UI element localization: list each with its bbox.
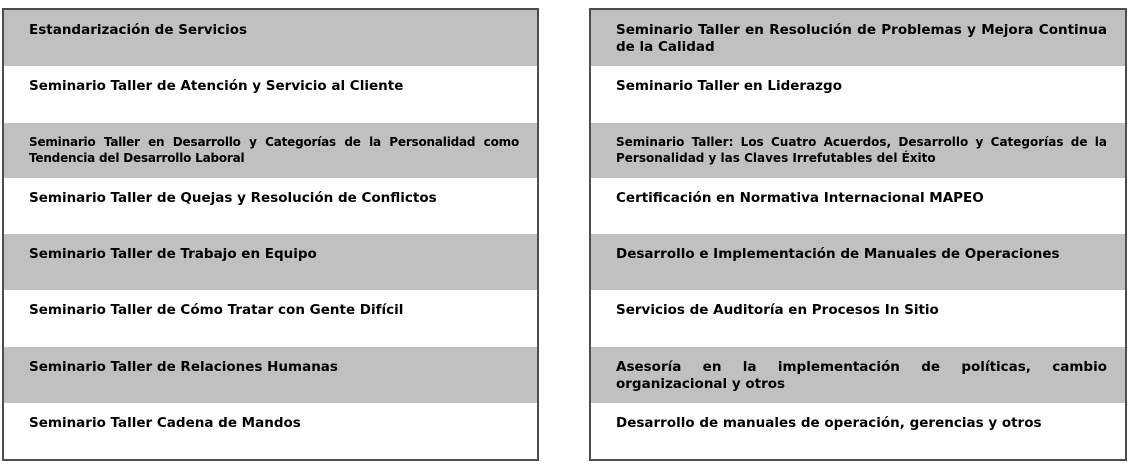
service-label: Seminario Taller de Quejas y Resolución de Conflictos xyxy=(29,189,437,206)
service-row xyxy=(591,234,1125,290)
service-row xyxy=(591,10,1125,66)
service-row xyxy=(591,347,1125,403)
service-label: Desarrollo e Implementación de Manuales de Operaciones xyxy=(616,246,1060,262)
service-label: Seminario Taller: Los Cuatro Acuerdos, Desarrollo y Categorías de la Personalidad y las Claves Irrefutables del Éxito xyxy=(616,134,1107,165)
service-row xyxy=(4,10,537,66)
service-label: Seminario Taller de Trabajo en Equipo xyxy=(29,246,317,262)
service-label: Seminario Taller Cadena de Mandos xyxy=(29,414,301,431)
service-row xyxy=(4,347,537,403)
service-row xyxy=(4,234,537,290)
service-label: Seminario Taller de Cómo Tratar con Gente Difícil xyxy=(29,302,404,319)
service-label: Seminario Taller en Desarrollo y Categorías de la Personalidad como Tendencia del Desarrollo Laboral xyxy=(29,134,519,165)
service-row xyxy=(591,123,1125,178)
service-label: Seminario Taller en Liderazgo xyxy=(616,78,842,95)
service-label: Servicios de Auditoría en Procesos In Sitio xyxy=(616,302,939,319)
service-label: Seminario Taller de Relaciones Humanas xyxy=(29,358,338,375)
service-label: Certificación en Normativa Internacional MAPEO xyxy=(616,189,984,206)
service-label: Desarrollo de manuales de operación, gerencias y otros xyxy=(616,414,1042,431)
service-label: Seminario Taller de Atención y Servicio al Cliente xyxy=(29,78,404,95)
service-row xyxy=(4,403,537,459)
service-row xyxy=(4,66,537,122)
service-label: Asesoría en la implementación de políticas, cambio organizacional y otros xyxy=(616,358,1107,392)
service-row xyxy=(591,290,1125,346)
service-label: Estandarización de Servicios xyxy=(29,22,248,38)
consulting-services-table xyxy=(589,8,1127,461)
service-row xyxy=(4,178,537,234)
service-row xyxy=(4,290,537,346)
service-row xyxy=(4,123,537,178)
service-row xyxy=(591,403,1125,459)
service-label: Seminario Taller en Resolución de Problemas y Mejora Continua de la Calidad xyxy=(616,22,1107,55)
service-row xyxy=(591,66,1125,122)
seminars-table xyxy=(2,8,539,461)
service-row xyxy=(591,178,1125,234)
